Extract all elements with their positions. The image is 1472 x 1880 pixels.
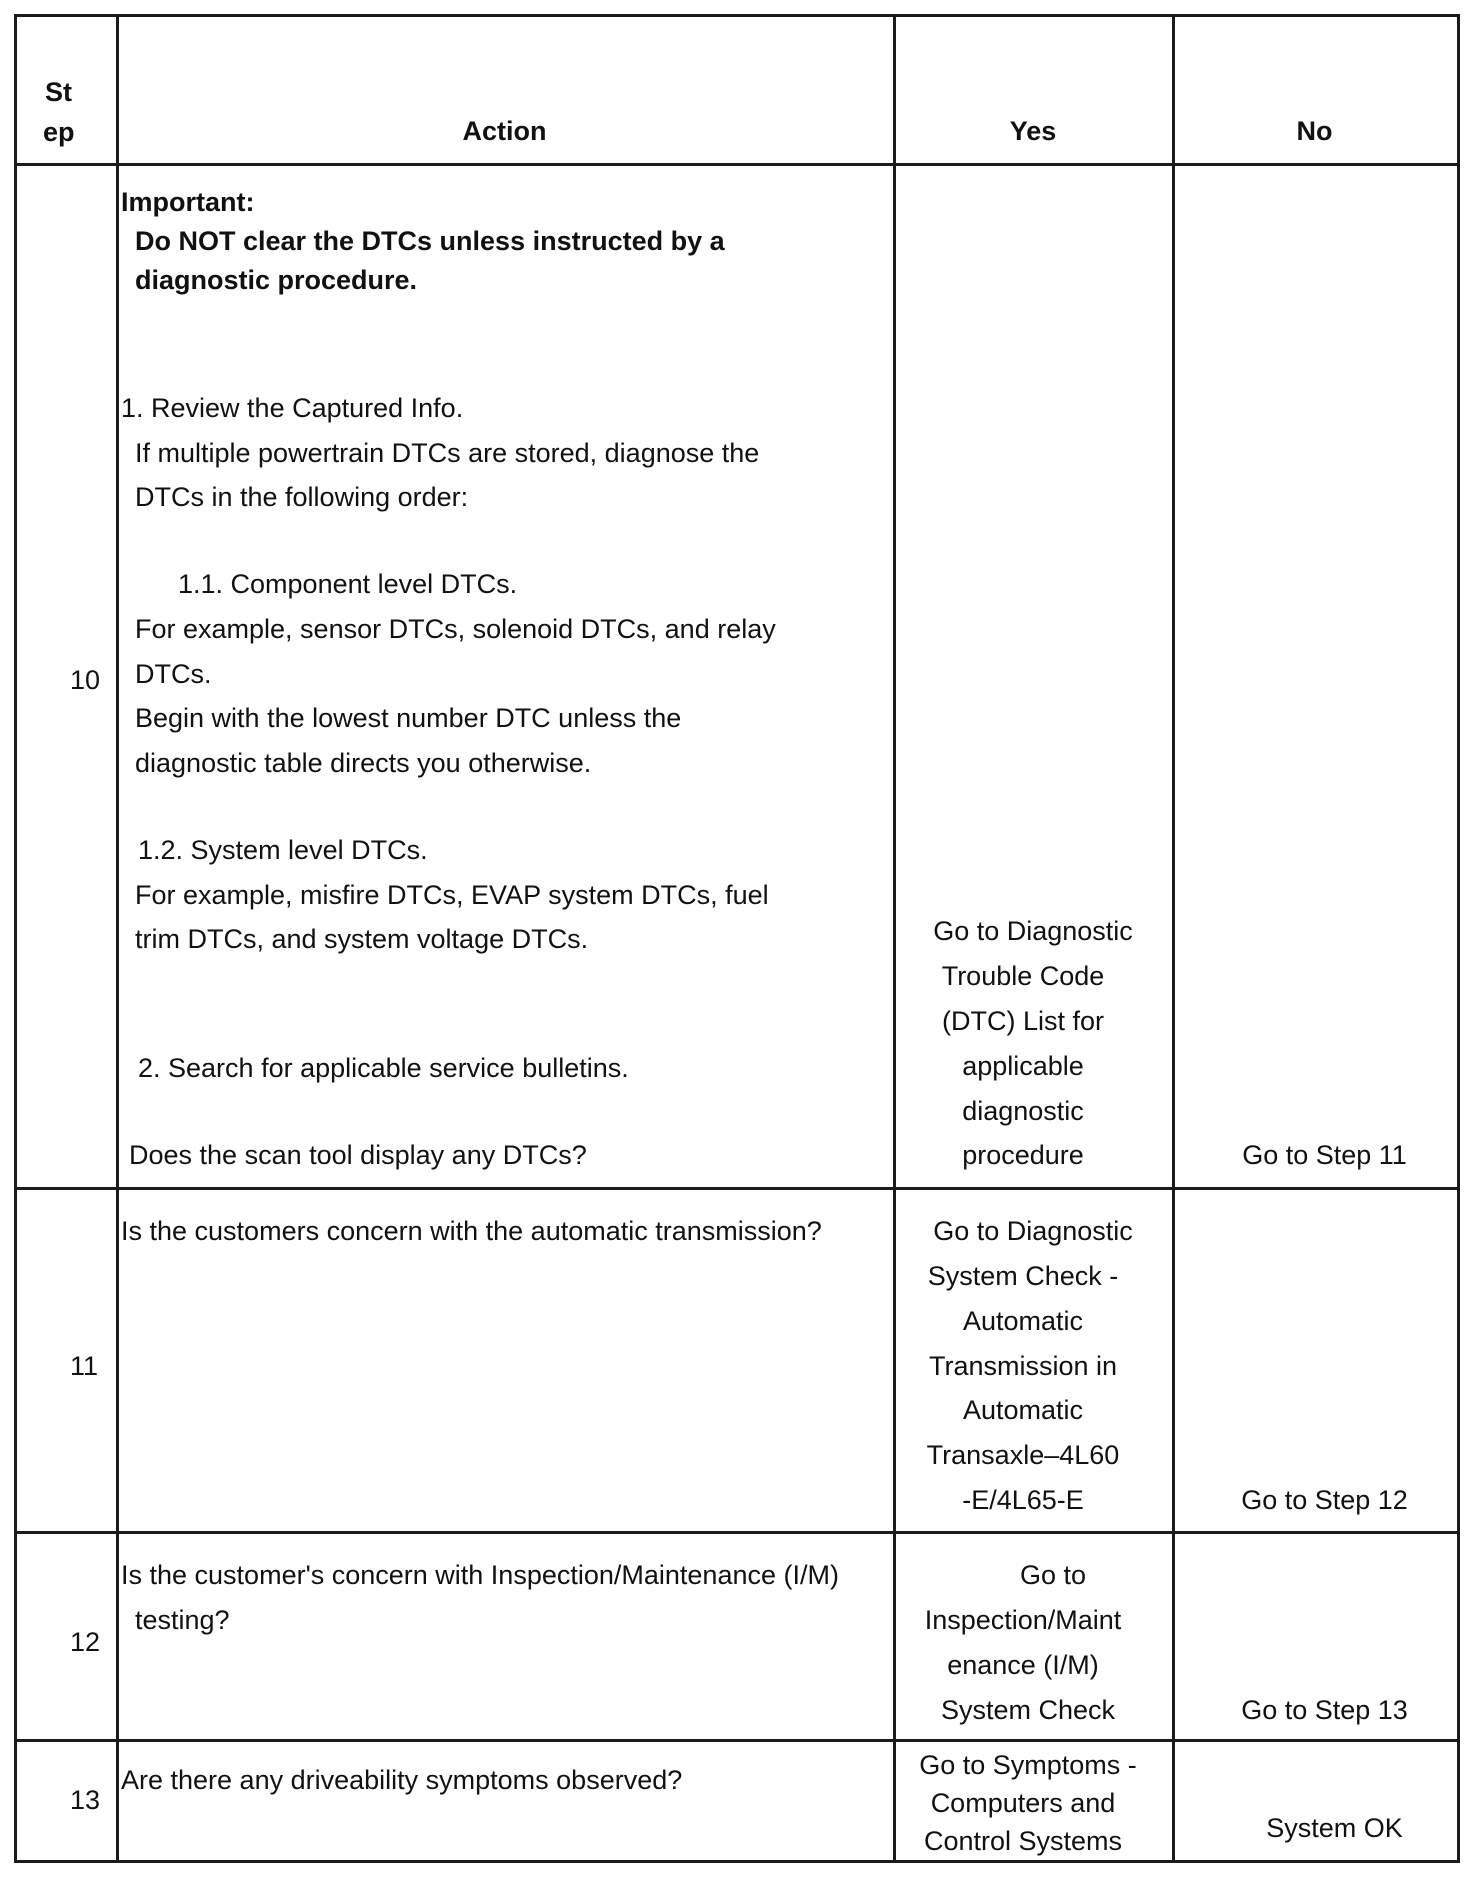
action-text: For example, sensor DTCs, solenoid DTCs, and relay [135,614,776,644]
action-text: DTCs. [135,659,212,689]
yes-text: System Check [940,1695,1116,1725]
yes-text: enance (I/M) [947,1650,1099,1680]
action-question: Is the customer's concern with Inspection/Maintenance (I/M) [121,1560,839,1590]
step-number: 13 [70,1785,101,1815]
action-text: trim DTCs, and system voltage DTCs. [135,924,589,954]
yes-text: Inspection/Maint [924,1605,1122,1635]
action-item-2: 2. Search for applicable service bulletins. [138,1053,629,1083]
yes-text: diagnostic [962,1096,1084,1126]
column-divider-step [116,14,119,1863]
table-border-left [14,14,17,1863]
header-step-line1: St [45,77,72,107]
table-border-top [14,14,1460,17]
yes-text: applicable [962,1051,1084,1081]
yes-text: -E/4L65-E [962,1485,1084,1515]
yes-text: System Check - [927,1261,1119,1291]
yes-text: (DTC) List for [942,1006,1104,1036]
header-divider [14,163,1460,166]
step-number: 12 [70,1627,101,1657]
row-divider-11 [14,1531,1460,1534]
action-question: Does the scan tool display any DTCs? [129,1140,587,1170]
yes-text: Automatic [962,1395,1084,1425]
yes-text: Transmission in [928,1351,1118,1381]
no-text: Go to Step 12 [1241,1485,1408,1515]
action-subitem-1-2: 1.2. System level DTCs. [138,835,428,865]
yes-text: Transaxle–4L60 [926,1440,1120,1470]
yes-text: Go to Diagnostic [933,916,1133,946]
action-subitem-1-1: 1.1. Component level DTCs. [178,569,518,599]
action-question: Is the customers concern with the automatic transmission? [121,1216,822,1246]
no-text: Go to Step 13 [1241,1695,1408,1725]
yes-text: Go to Symptoms - [919,1750,1137,1780]
header-step-line2: ep [43,117,75,147]
yes-text: Go to [1019,1560,1087,1590]
important-label: Important: [121,187,255,217]
header-yes: Yes [1009,116,1057,146]
step-number: 10 [70,665,101,695]
yes-text: Automatic [962,1306,1084,1336]
row-divider-10 [14,1187,1460,1190]
action-text: For example, misfire DTCs, EVAP system DTCs, fuel [135,880,769,910]
table-border-bottom [14,1860,1460,1863]
yes-text: procedure [962,1140,1084,1170]
header-action: Action [462,116,547,146]
important-text-line2: diagnostic procedure. [135,265,418,295]
yes-text: Control Systems [923,1826,1123,1856]
step-number: 11 [70,1351,99,1381]
no-text: Go to Step 11 [1242,1140,1407,1170]
action-question: Are there any driveability symptoms observed? [121,1765,683,1795]
action-text: diagnostic table directs you otherwise. [135,748,592,778]
row-divider-12 [14,1739,1460,1742]
header-no: No [1296,116,1333,146]
no-text: System OK [1266,1813,1403,1843]
yes-text: Computers and [930,1788,1116,1818]
yes-text: Go to Diagnostic [933,1216,1133,1246]
important-text-line1: Do NOT clear the DTCs unless instructed by a [135,226,725,256]
action-text: DTCs in the following order: [135,482,469,512]
action-question: testing? [135,1605,230,1635]
yes-text: Trouble Code [941,961,1105,991]
action-text: Begin with the lowest number DTC unless the [135,703,682,733]
table-border-right [1457,14,1460,1863]
action-item-1: 1. Review the Captured Info. [121,393,464,423]
action-text: If multiple powertrain DTCs are stored, diagnose the [135,438,760,468]
